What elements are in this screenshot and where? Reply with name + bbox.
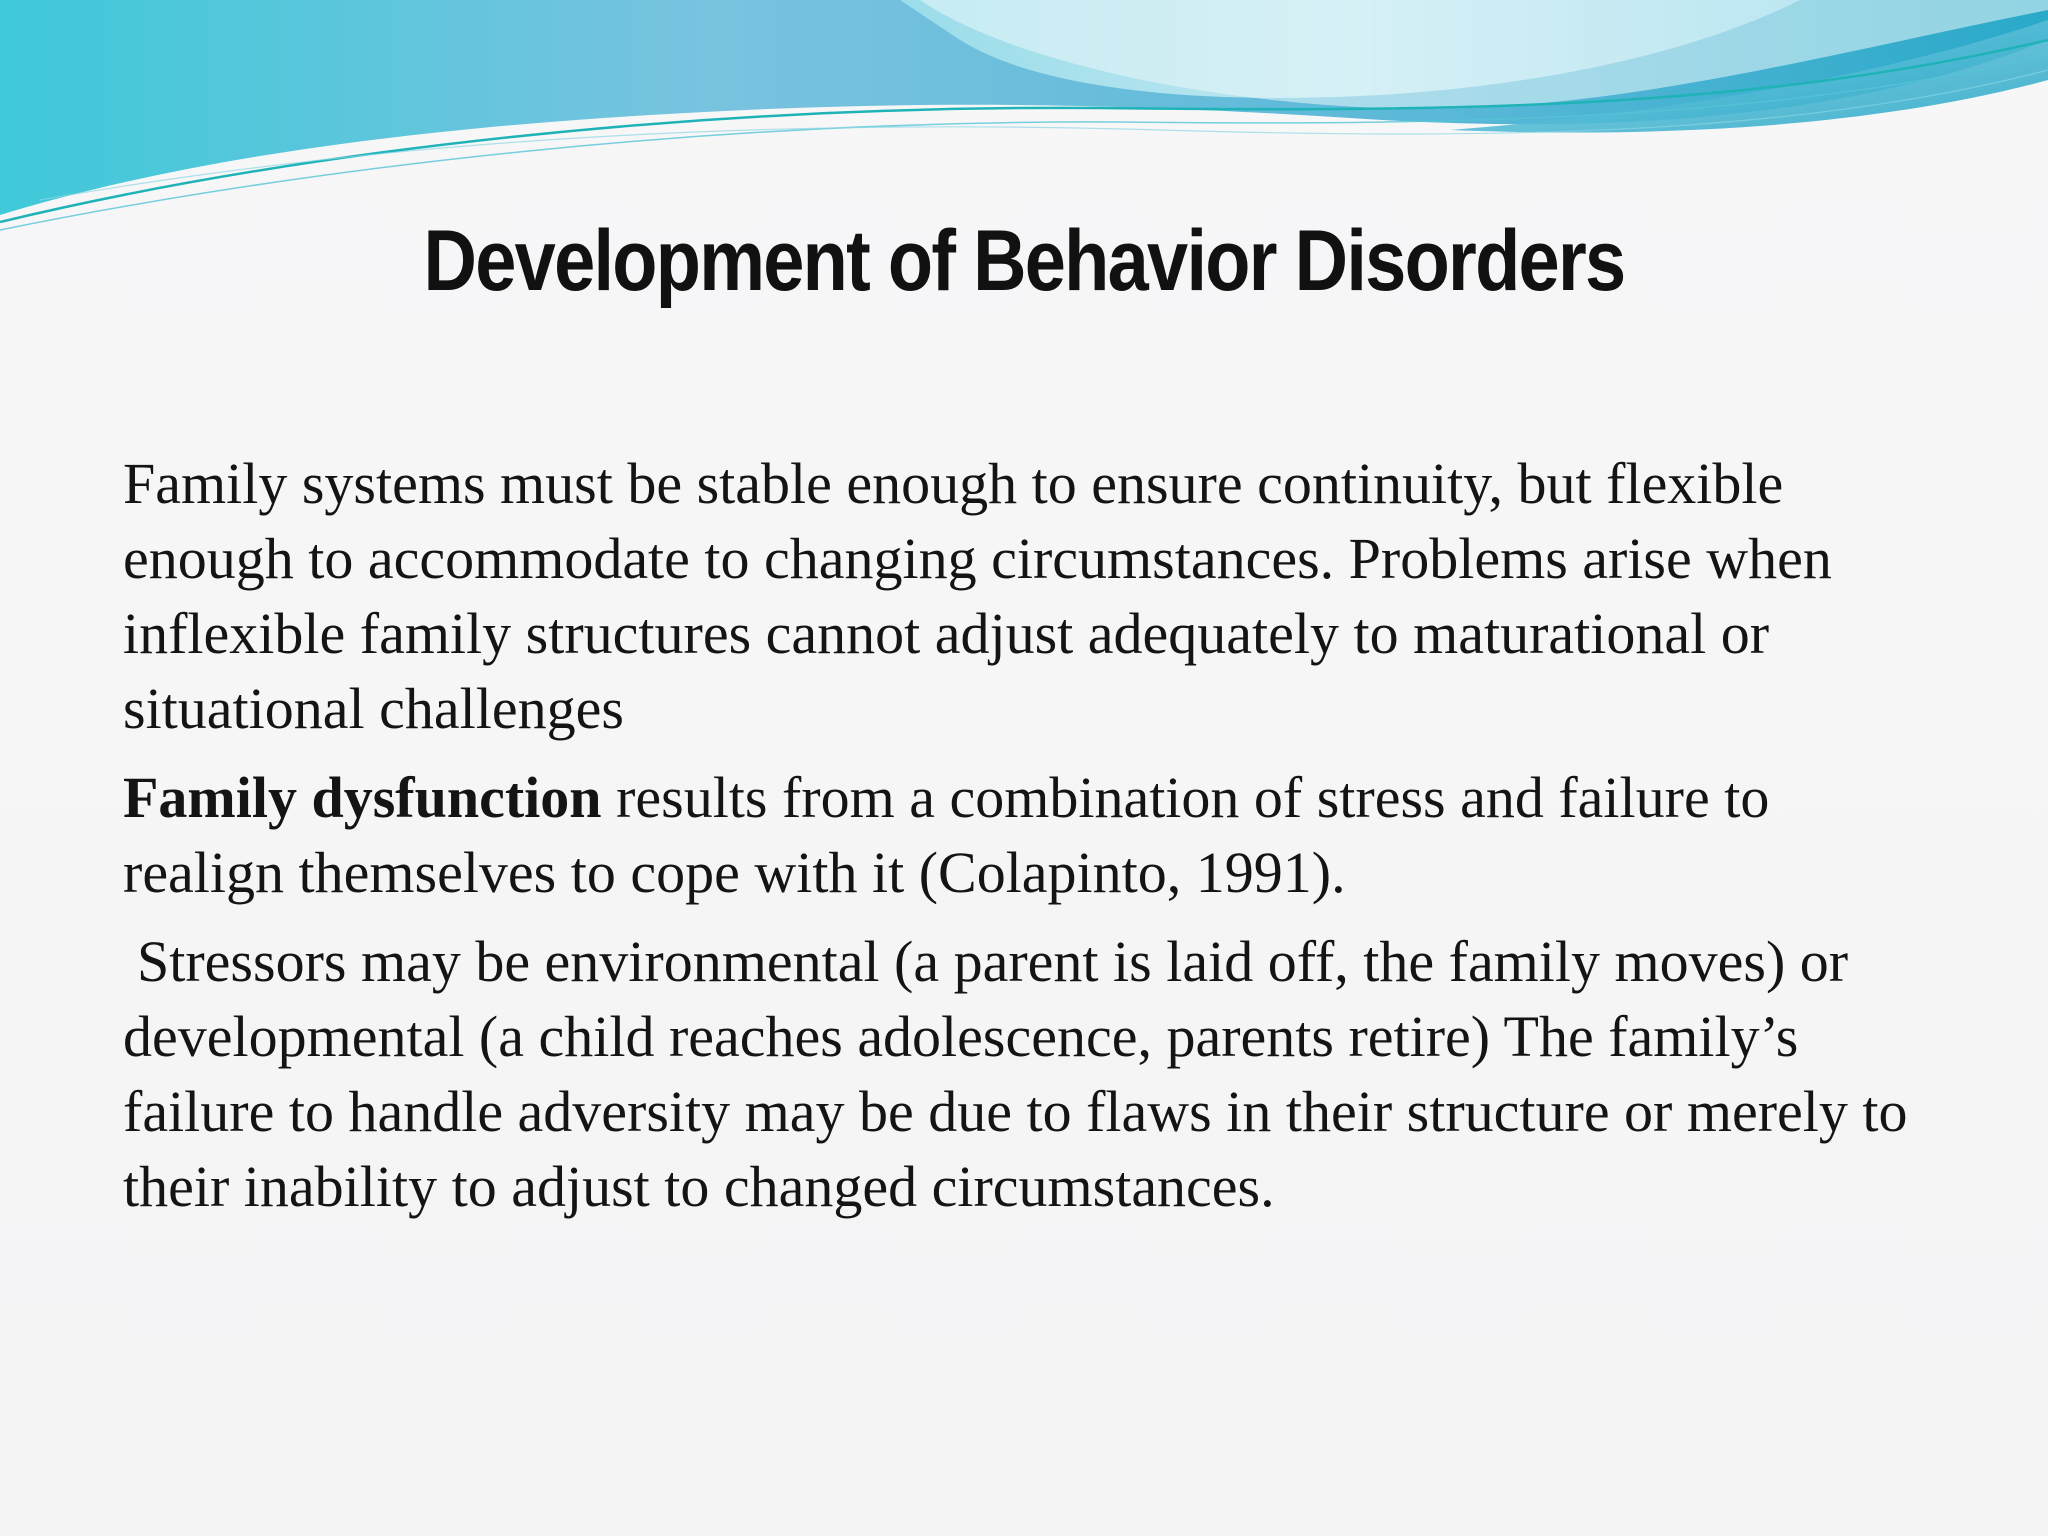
paragraph-family-systems — [123, 446, 1923, 746]
paragraph-family-dysfunction — [123, 760, 1923, 910]
slide-body — [123, 446, 1923, 1224]
header-wave-decoration — [0, 0, 2048, 240]
paragraph-text: Stressors may be environmental (a parent is laid off, the family moves) or developmental (a child reaches adolescence, parents retire) The family’s failure to handle adversity may be due to flaws in their structure or merely to their inability to adjust to changed circumstances. — [123, 929, 1908, 1219]
paragraph-text: results from a combination of stress and failure to realign themselves to cope with it (Colapinto, 1991). — [123, 765, 1770, 905]
paragraph-text: Family systems must be stable enough to ensure continuity, but flexible enough to accommodate to changing circumstances. Problems arise when inflexible family structures cannot adjust adequately to maturational or situational challenges — [123, 451, 1832, 741]
paragraph-bold-lead: Family dysfunction — [123, 765, 602, 830]
slide-title: Development of Behavior Disorders — [423, 213, 1625, 309]
paragraph-stressors — [123, 924, 1923, 1224]
